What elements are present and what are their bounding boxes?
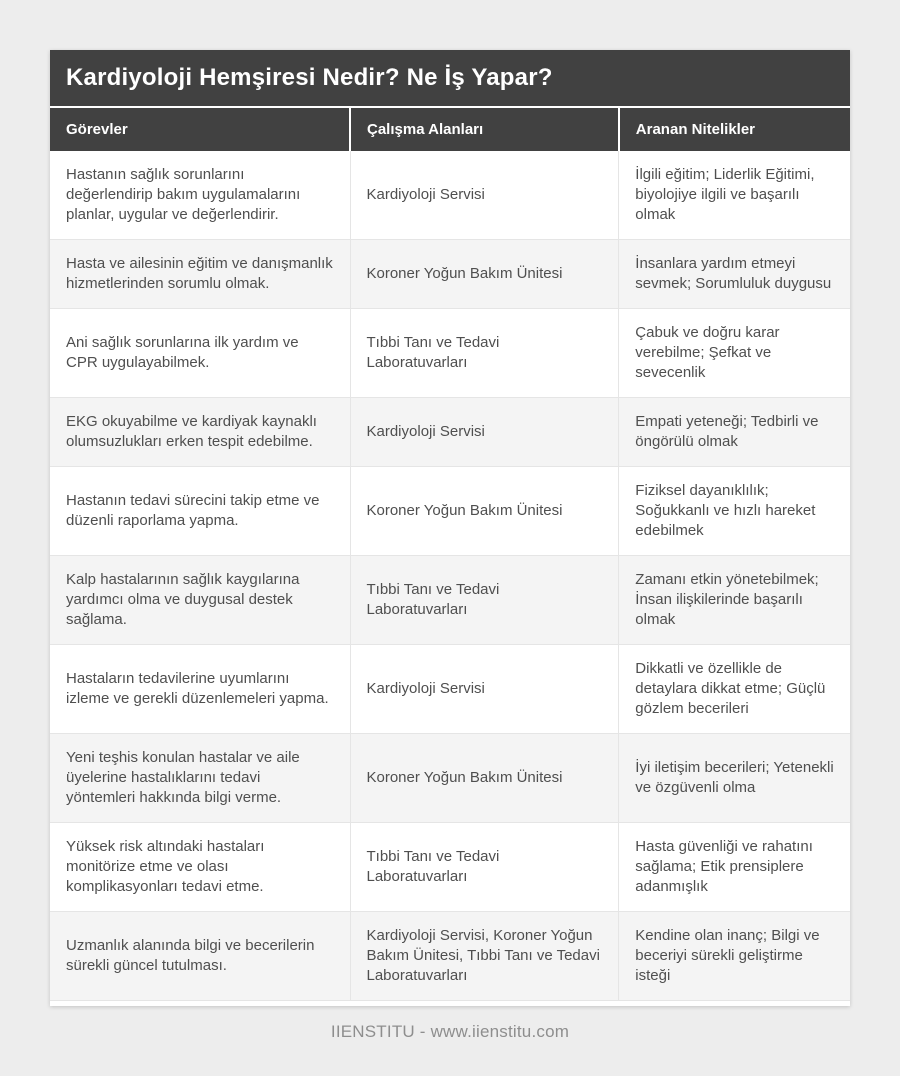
column-header-calisma-alanlari: Çalışma Alanları <box>350 108 619 151</box>
table-cell-aranan-nitelikler: Dikkatli ve özellikle de detaylara dikkat etme; Güçlü gözlem becerileri <box>619 645 850 734</box>
table-row <box>50 734 850 823</box>
table-cell-gorevler: Hasta ve ailesinin eğitim ve danışmanlık hizmetlerinden sorumlu olmak. <box>50 240 350 309</box>
table-cell-aranan-nitelikler: İlgili eğitim; Liderlik Eğitimi, biyolojiye ilgili ve başarılı olmak <box>619 151 850 240</box>
table-cell-gorevler: Hastanın tedavi sürecini takip etme ve düzenli raporlama yapma. <box>50 467 350 556</box>
table-cell-gorevler: Yeni teşhis konulan hastalar ve aile üyelerine hastalıklarını tedavi yöntemleri hakkında bilgi verme. <box>50 734 350 823</box>
table-cell-calisma-alanlari: Kardiyoloji Servisi <box>350 398 619 467</box>
page-footer <box>0 1022 900 1072</box>
table-cell-aranan-nitelikler: Kendine olan inanç; Bilgi ve beceriyi sürekli geliştirme isteği <box>619 912 850 1001</box>
table-cell-aranan-nitelikler: İnsanlara yardım etmeyi sevmek; Sorumluluk duygusu <box>619 240 850 309</box>
table-cell-gorevler: Yüksek risk altındaki hastaları monitörize etme ve olası komplikasyonları tedavi etme. <box>50 823 350 912</box>
table-row <box>50 398 850 467</box>
table-cell-calisma-alanlari: Tıbbi Tanı ve Tedavi Laboratuvarları <box>350 309 619 398</box>
table-row <box>50 823 850 912</box>
table-cell-gorevler: Hastanın sağlık sorunlarını değerlendirip bakım uygulamalarını planlar, uygular ve değerlendirir. <box>50 151 350 240</box>
table-cell-calisma-alanlari: Koroner Yoğun Bakım Ünitesi <box>350 240 619 309</box>
table-cell-calisma-alanlari: Koroner Yoğun Bakım Ünitesi <box>350 734 619 823</box>
table-body <box>50 151 850 1001</box>
table-row <box>50 467 850 556</box>
info-card <box>50 50 850 1006</box>
table-cell-aranan-nitelikler: Çabuk ve doğru karar verebilme; Şefkat ve sevecenlik <box>619 309 850 398</box>
table-cell-aranan-nitelikler: İyi iletişim becerileri; Yetenekli ve özgüvenli olma <box>619 734 850 823</box>
table-cell-aranan-nitelikler: Zamanı etkin yönetebilmek; İnsan ilişkilerinde başarılı olmak <box>619 556 850 645</box>
table-row <box>50 151 850 240</box>
table-cell-gorevler: Kalp hastalarının sağlık kaygılarına yardımcı olma ve duygusal destek sağlama. <box>50 556 350 645</box>
table-cell-aranan-nitelikler: Fiziksel dayanıklılık; Soğukkanlı ve hızlı hareket edebilmek <box>619 467 850 556</box>
table-cell-gorevler: Hastaların tedavilerine uyumlarını izleme ve gerekli düzenlemeleri yapma. <box>50 645 350 734</box>
table-cell-calisma-alanlari: Koroner Yoğun Bakım Ünitesi <box>350 467 619 556</box>
page-title: Kardiyoloji Hemşiresi Nedir? Ne İş Yapar? <box>66 64 553 91</box>
table-header <box>50 108 850 151</box>
table-cell-gorevler: EKG okuyabilme ve kardiyak kaynaklı olumsuzlukları erken tespit edebilme. <box>50 398 350 467</box>
table-row <box>50 309 850 398</box>
table-cell-calisma-alanlari: Tıbbi Tanı ve Tedavi Laboratuvarları <box>350 823 619 912</box>
table-row <box>50 556 850 645</box>
table-cell-gorevler: Ani sağlık sorunlarına ilk yardım ve CPR uygulayabilmek. <box>50 309 350 398</box>
table-cell-calisma-alanlari: Tıbbi Tanı ve Tedavi Laboratuvarları <box>350 556 619 645</box>
table-cell-calisma-alanlari: Kardiyoloji Servisi <box>350 645 619 734</box>
column-header-aranan-nitelikler: Aranan Nitelikler <box>619 108 850 151</box>
card-title-bar <box>50 50 850 108</box>
table-cell-calisma-alanlari: Kardiyoloji Servisi <box>350 151 619 240</box>
info-table <box>50 108 850 1001</box>
table-row <box>50 240 850 309</box>
table-row <box>50 645 850 734</box>
table-cell-aranan-nitelikler: Hasta güvenliği ve rahatını sağlama; Etik prensiplere adanmışlık <box>619 823 850 912</box>
table-cell-calisma-alanlari: Kardiyoloji Servisi, Koroner Yoğun Bakım Ünitesi, Tıbbi Tanı ve Tedavi Laboratuvarları <box>350 912 619 1001</box>
table-cell-aranan-nitelikler: Empati yeteneği; Tedbirli ve öngörülü olmak <box>619 398 850 467</box>
table-header-row <box>50 108 850 151</box>
table-row <box>50 912 850 1001</box>
table-cell-gorevler: Uzmanlık alanında bilgi ve becerilerin sürekli güncel tutulması. <box>50 912 350 1001</box>
column-header-gorevler: Görevler <box>50 108 350 151</box>
footer-brand-text: IIENSTITU - www.iienstitu.com <box>330 1022 570 1041</box>
